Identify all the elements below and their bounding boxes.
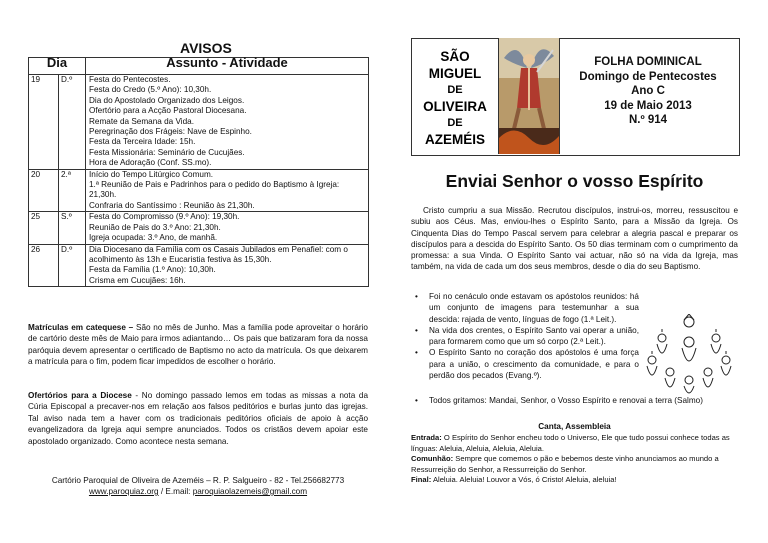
email-link[interactable]: paroquiaolazemeis@gmail.com	[192, 487, 308, 496]
ofertorios-label: Ofertórios para a Diocese	[28, 391, 132, 400]
final-text: Aleluia. Aleluia! Louvor a Vós, ó Cristo! Aleluia, aleluia!	[431, 475, 617, 485]
website-link[interactable]: www.paroquiaz.org	[88, 487, 159, 496]
cartorio-footer	[28, 475, 368, 497]
parish-name	[411, 38, 499, 154]
activity-line: Festa do Pentecostes.	[89, 75, 171, 84]
bullet-list	[411, 291, 639, 381]
weekday-cell: S.º	[59, 212, 86, 244]
ofertorios-text: - No domingo passado lemos em todas as missas a nota da Cúria Episcopal a precaver-nos em relação aos falsos peditórios e burlas junto das igrejas. Tal aviso nada tem a haver com os tradicionais peditórios oficiais de apoio à acção evangelizadora da Igreja aqui sempre anunciados. Todos os cristãos devem apoiar este apostolado organizado. Como acontece nesta semana.	[28, 391, 369, 446]
activity-line: Dia Diocesano da Família com os Casais Jubilados em Penafiel: com o	[89, 244, 348, 254]
day-cell: 19	[29, 75, 59, 170]
activity-cell	[86, 169, 369, 212]
day-cell: 25	[29, 212, 59, 244]
folha-year: Ano C	[631, 85, 665, 97]
activity-line: Festa Missionária: Seminário de Cucujães.	[89, 147, 245, 157]
activity-cell	[86, 244, 369, 287]
col-header-assunto: Assunto - Atividade	[86, 58, 369, 75]
activity-line: Peregrinação dos Frágeis: Nave de Espinho.	[89, 127, 252, 137]
canta-assembleia	[411, 433, 738, 486]
weekday-cell: 2.ª	[59, 169, 86, 212]
activity-line: Igreja ocupada: 3.º Ano, de manhã.	[89, 233, 218, 243]
intro-text: Cristo cumpriu a sua Missão. Recrutou discípulos, instrui-os, morreu, ressuscitou e subiu aos Céus. Mas, enviou-lhes o Espírito Santo, para a Missão da Igreja. Os Cinquenta Dias do Tempo Pascal servem para celebrar a alegria pascal e preparar os discípulos para a descida do Espírito Santo. Os 50 dias terminam com o cumprimento da promessa: a sua Vinda. O Espírito Santo vai actuar, não só na vida da Igreja, mas também, na vida de cada um dos seus membros, desde o dia do seu Baptismo.	[411, 206, 738, 272]
entrada-label: Entrada:	[411, 433, 442, 442]
ofertorios-notice	[28, 390, 368, 447]
activity-cell	[86, 212, 369, 244]
activity-line: Festa do Compromisso (9.º Ano): 19,30h.	[89, 212, 240, 222]
activity-line: 21,30h.	[89, 190, 117, 200]
headline: Enviai Senhor o vosso Espírito	[445, 171, 704, 191]
col-header-dia: Dia	[29, 58, 86, 75]
saint-michael-image	[498, 38, 560, 154]
canta-title: Canta, Assembleia	[538, 422, 611, 431]
list-item: • Foi no cenáculo onde estavam os apóstolos reunidos: há um conjunto de imagens para testemunhar a sua descida: rajada de vento, línguas de fogo (1.ª Leit.).	[411, 291, 639, 325]
comunhao-text: Sempre que comemos o pão e bebemos deste vinho anunciamos ao mundo a Ressurreição do Senhor, a Ressurreição do Senhor.	[411, 454, 719, 474]
table-row	[29, 75, 369, 170]
activity-cell	[86, 75, 369, 170]
activity-line: Dia do Apostolado Organizado dos Leigos.	[89, 95, 245, 105]
activity-line: Festa do Credo (5.º Ano): 10,30h.	[89, 85, 212, 95]
matriculas-notice	[28, 322, 368, 368]
activity-line: Hora de Adoração (Conf. SS.mo).	[89, 158, 212, 168]
comunhao-label: Comunhão:	[411, 454, 454, 464]
final-label: Final:	[411, 475, 432, 485]
activity-line: Crisma em Cucujães: 16h.	[89, 275, 186, 285]
folha-dominical	[558, 55, 738, 128]
day-cell: 20	[29, 169, 59, 212]
avisos-title: AVISOS	[180, 40, 232, 56]
activity-line: Remate da Semana da Vida.	[89, 116, 194, 126]
folha-title: FOLHA DOMINICAL	[594, 56, 702, 68]
activity-line: Festa da Terceira Idade: 15h.	[89, 137, 196, 147]
activity-line: Confraria do Santíssimo : Reunião às 21,30h.	[89, 200, 255, 210]
table-row	[29, 212, 369, 244]
table-row	[29, 244, 369, 287]
activity-line: Reunião de Pais do 3.º Ano: 21,30h.	[89, 222, 221, 232]
activity-line: Início do Tempo Litúrgico Comum.	[89, 169, 214, 179]
email-separator: / E.mail:	[158, 487, 193, 496]
folha-date: 19 de Maio 2013	[604, 99, 692, 112]
activity-line: 1.ª Reunião de Pais e Padrinhos para o pedido do Baptismo à Igreja:	[89, 180, 340, 190]
parish-line: DE	[447, 84, 463, 96]
list-item: • Na vida dos crentes, o Espírito Santo vai operar a união, para formarem como que um só corpo (2.ª Leit.).	[411, 325, 639, 348]
activity-line: Festa da Família (1.º Ano): 10,30h.	[89, 265, 216, 275]
table-row	[29, 169, 369, 212]
parish-line: SÃO	[440, 49, 470, 64]
avisos-table	[28, 57, 369, 287]
parish-line: DE	[447, 117, 463, 129]
cartorio-address: Cartório Paroquial de Oliveira de Azeméis – R. P. Salgueiro - 82 - Tel.256682773	[51, 476, 345, 485]
weekday-cell: D.º	[59, 244, 86, 287]
folha-number: N.º 914	[628, 114, 668, 126]
activity-line: Ofertório para a Acção Pastoral Diocesana.	[89, 106, 247, 116]
matriculas-text: São no mês de Junho. Mas a família pode aproveitar o horário de cartório deste mês de Maio para irmos adiantando… Os pais que batizaram fora da nossa paróquia devem apresentar o certificado de Baptismo no acto da matrícula. Os que deixarem a matrícula para o fim, podem ficar impedidos de escolher o horário.	[28, 323, 368, 367]
entrada-text: O Espírito do Senhor encheu todo o Universo, Ele que tudo possui conhece todas as línguas: Aleluia, Aleluia, Aleluia, Aleluia.	[411, 433, 730, 453]
activity-line: acolhimento às 13h e Eucaristia festiva às 15,30h.	[89, 254, 272, 264]
matriculas-label: Matrículas em catequese –	[28, 323, 134, 332]
list-item: • O Espírito Santo no coração dos apóstolos é uma força para a união, o crescimento da comunidade, e para o perdão dos pecados (Evang.º).	[411, 347, 639, 381]
weekday-cell: D.º	[59, 75, 86, 170]
parish-line: OLIVEIRA	[423, 98, 487, 114]
pentecost-illustration	[640, 314, 738, 400]
parish-line: MIGUEL	[428, 65, 482, 81]
parish-line: AZEMÉIS	[424, 131, 485, 147]
folha-sunday: Domingo de Pentecostes	[579, 70, 717, 83]
day-cell: 26	[29, 244, 59, 287]
list-item: • Todos gritamos: Mandai, Senhor, o Vosso Espírito e renovai a terra (Salmo)	[411, 395, 738, 406]
